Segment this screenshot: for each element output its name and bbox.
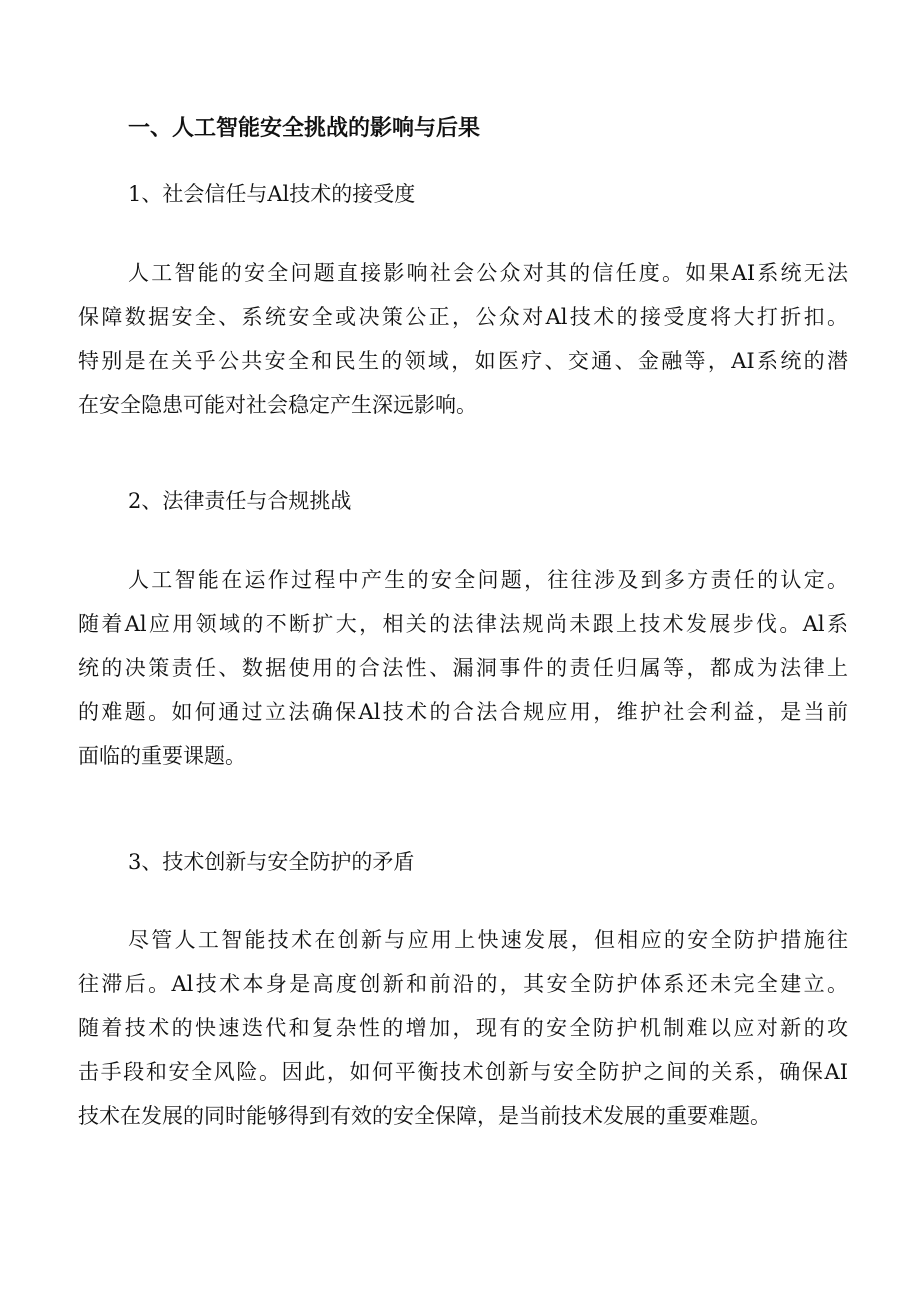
section-heading: 一、人工智能安全挑战的影响与后果 [128, 115, 481, 141]
paragraph-line: 随着Al应用领域的不断扩大，相关的法律法规尚未跟上技术发展步伐。Al系 [78, 612, 848, 636]
paragraph-line: 的难题。如何通过立法确保Al技术的合法合规应用，维护社会利益，是当前 [78, 700, 848, 724]
paragraph-line: 统的决策责任、数据使用的合法性、漏洞事件的责任归属等，都成为法律上 [78, 656, 848, 680]
subsection-2-paragraph [78, 558, 848, 778]
subsection-1-heading: 1、社会信任与Al技术的接受度 [128, 182, 416, 206]
paragraph-line: 人工智能在运作过程中产生的安全问题，往往涉及到多方责任的认定。 [128, 568, 848, 592]
subsection-2-heading: 2、法律责任与合规挑战 [128, 489, 352, 513]
paragraph-line: 人工智能的安全问题直接影响社会公众对其的信任度。如果AI系统无法 [128, 261, 848, 285]
paragraph-line: 往滞后。Al技术本身是高度创新和前沿的，其安全防护体系还未完全建立。 [78, 972, 848, 996]
paragraph-line: 保障数据安全、系统安全或决策公正，公众对Al技术的接受度将大打折扣。 [78, 305, 848, 329]
paragraph-line: 在安全隐患可能对社会稳定产生深远影响。 [78, 393, 477, 417]
paragraph-line: 尽管人工智能技术在创新与应用上快速发展，但相应的安全防护措施往 [128, 928, 848, 952]
subsection-1-paragraph [78, 251, 848, 427]
subsection-3-paragraph [78, 918, 848, 1138]
paragraph-line: 击手段和安全风险。因此，如何平衡技术创新与安全防护之间的关系，确保AI [78, 1060, 848, 1084]
paragraph-line: 随着技术的快速迭代和复杂性的增加，现有的安全防护机制难以应对新的攻 [78, 1016, 848, 1040]
paragraph-line: 面临的重要课题。 [78, 744, 246, 768]
subsection-3-heading: 3、技术创新与安全防护的矛盾 [128, 850, 415, 874]
paragraph-line: 技术在发展的同时能够得到有效的安全保障，是当前技术发展的重要难题。 [78, 1104, 771, 1128]
paragraph-line: 特别是在关乎公共安全和民生的领域，如医疗、交通、金融等，AI系统的潜 [78, 349, 848, 373]
